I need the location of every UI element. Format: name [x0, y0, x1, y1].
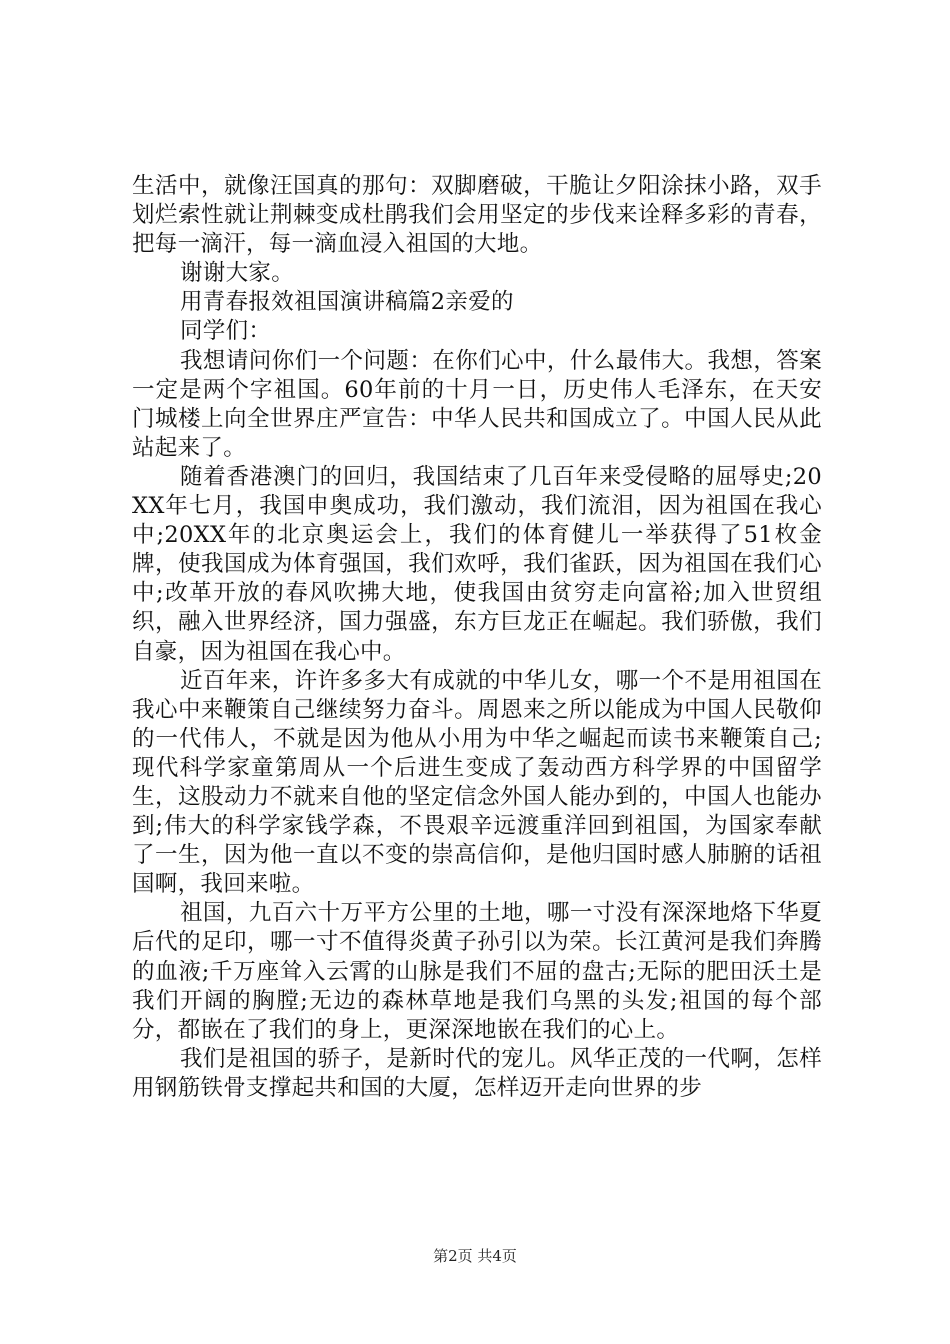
document-body [132, 172, 822, 1103]
paragraph-5: 我想请问你们一个问题：在你们心中，什么最伟大。我想，答案一定是两个字祖国。60年前的十月一日，历史伟人毛泽东，在天安门城楼上向全世界庄严宣告：中华人民共和国成立了。中国人民从此站起来了。 [132, 347, 822, 461]
paragraph-8: 祖国，九百六十万平方公里的土地，哪一寸没有深深地烙下华夏后代的足印，哪一寸不值得炎黄子孙引以为荣。长江黄河是我们奔腾的血液;千万座耸入云霄的山脉是我们不屈的盘古;无际的肥田沃土是我们开阔的胸膛;无边的森林草地是我们乌黑的头发;祖国的每个部分，都嵌在了我们的身上，更深深地嵌在我们的心上。 [132, 900, 822, 1043]
paragraph-6: 随着香港澳门的回归，我国结束了几百年来受侵略的屈辱史;20XX年七月，我国申奥成功，我们激动，我们流泪，因为祖国在我心中;20XX年的北京奥运会上，我们的体育健儿一举获得了51枚金牌，使我国成为体育强国，我们欢呼，我们雀跃，因为祖国在我们心中;改革开放的春风吹拂大地，使我国由贫穷走向富裕;加入世贸组织，融入世界经济，国力强盛，东方巨龙正在崛起。我们骄傲，我们自豪，因为祖国在我心中。 [132, 463, 822, 665]
paragraph-1: 生活中，就像汪国真的那句：双脚磨破，干脆让夕阳涂抹小路，双手划烂索性就让荆棘变成杜鹃我们会用坚定的步伐来诠释多彩的青春，把每一滴汗，每一滴血浸入祖国的大地。 [132, 173, 822, 258]
paragraph-7: 近百年来，许许多多大有成就的中华儿女，哪一个不是用祖国在我心中来鞭策自己继续努力奋斗。周恩来之所以能成为中国人民敬仰的一代伟人，不就是因为他从小用为中华之崛起而读书来鞭策自己;现代科学家童第周从一个后进生变成了轰动西方科学界的中国留学生，这股动力不就来自他的坚定信念外国人能办到的，中国人也能办到;伟大的科学家钱学森，不畏艰辛远渡重洋回到祖国，为国家奉献了一生，因为他一直以不变的崇高信仰，是他归国时感人肺腑的话祖国啊，我回来啦。 [132, 667, 822, 898]
paragraph-4: 同学们： [180, 318, 272, 345]
paragraph-9: 我们是祖国的骄子，是新时代的宠儿。风华正茂的一代啊，怎样用钢筋铁骨支撑起共和国的大厦，怎样迈开走向世界的步 [132, 1045, 822, 1101]
page-number-footer: 第2页 共4页 [433, 1247, 517, 1265]
paragraph-2: 谢谢大家。 [180, 260, 295, 287]
paragraph-3: 用青春报效祖国演讲稿篇2亲爱的 [180, 289, 514, 316]
